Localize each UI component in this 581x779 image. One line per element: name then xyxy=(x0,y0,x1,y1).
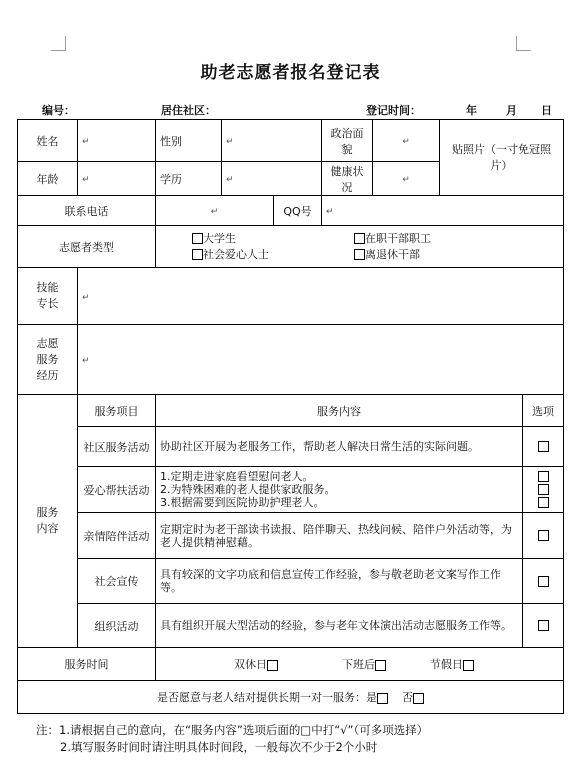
political-label: 政治面貌 xyxy=(322,120,373,162)
service-option xyxy=(523,513,564,559)
photo-label: 贴照片（一寸免冠照片） xyxy=(452,142,552,172)
checkbox[interactable] xyxy=(538,441,549,452)
age-field[interactable]: ↵ xyxy=(78,162,156,196)
checkbox[interactable] xyxy=(463,660,474,671)
checkbox[interactable] xyxy=(192,233,203,244)
checkbox[interactable] xyxy=(375,660,386,671)
phone-label: 联系电话 xyxy=(18,196,156,226)
service-content-line: 3.根据需要到医院协助护理老人。 xyxy=(160,496,325,509)
skills-field[interactable]: ↵ xyxy=(78,268,564,325)
month-label: 月 xyxy=(506,104,517,117)
service-time-label: 服务时间 xyxy=(18,648,156,681)
pairing-row xyxy=(18,681,564,714)
time-option-label: 下班后 xyxy=(342,658,375,671)
gender-label: 性别 xyxy=(156,120,222,162)
checkbox[interactable] xyxy=(354,249,365,260)
time-option-after-work[interactable] xyxy=(342,656,430,672)
pairing-yes-checkbox[interactable] xyxy=(377,693,388,704)
service-content-list xyxy=(156,467,523,513)
pairing-no-checkbox[interactable] xyxy=(413,693,424,704)
service-content-line: 2.为特殊困难的老人提供家政服务。 xyxy=(160,483,336,496)
experience-label-text: 志愿服务经历 xyxy=(36,336,59,382)
checkbox[interactable] xyxy=(354,233,365,244)
type-option-caring[interactable] xyxy=(192,247,354,263)
health-label: 健康状况 xyxy=(322,162,373,196)
qq-field[interactable]: ↵ xyxy=(322,196,564,226)
service-item: 组织活动 xyxy=(78,604,156,648)
health-field[interactable]: ↵ xyxy=(373,162,440,196)
service-option xyxy=(523,467,564,513)
type-option-student[interactable] xyxy=(192,231,354,247)
pairing-question: 是否愿意与老人结对提供长期一对一服务： xyxy=(157,691,366,704)
service-item: 社区服务活动 xyxy=(78,427,156,467)
checkbox[interactable] xyxy=(538,497,549,508)
type-option-retired[interactable] xyxy=(354,247,420,263)
service-content-label-text: 服务内容 xyxy=(36,506,59,535)
note-line-2: 2.填写服务时间时请注明具体时间段，一般每次不少于2个小时 xyxy=(60,740,378,754)
day-label: 日 xyxy=(541,104,552,117)
year-label: 年 xyxy=(466,104,477,117)
service-item: 社会宣传 xyxy=(78,559,156,604)
experience-field[interactable]: ↵ xyxy=(78,325,564,395)
pairing-no-label: 否 xyxy=(402,691,413,704)
education-label: 学历 xyxy=(156,162,222,196)
note-line-1: 注：1.请根据自己的意向，在“服务内容”选项后面的□中打“√”（可多项选择） xyxy=(36,723,429,737)
volunteer-type-options xyxy=(156,226,564,268)
service-option xyxy=(523,559,564,604)
service-time-options xyxy=(156,648,564,681)
service-content: 具有较深的文字功底和信息宣传工作经验，参与敬老助老文案写作工作等。 xyxy=(156,559,523,604)
service-content: 具有组织开展大型活动的经验，参与老年文体演出活动志愿服务工作等。 xyxy=(156,604,523,648)
education-field[interactable]: ↵ xyxy=(222,162,322,196)
col-header-content: 服务内容 xyxy=(156,395,523,427)
checkbox[interactable] xyxy=(538,530,549,541)
crop-mark-left xyxy=(51,36,66,51)
form-title: 助老志愿者报名登记表 xyxy=(200,63,381,83)
political-field[interactable]: ↵ xyxy=(373,120,440,162)
skills-label xyxy=(18,268,78,325)
registration-table xyxy=(17,119,564,714)
skills-label-text: 技能专长 xyxy=(36,281,59,310)
col-header-item: 服务项目 xyxy=(78,395,156,427)
name-field[interactable]: ↵ xyxy=(78,120,156,162)
crop-mark-right xyxy=(516,36,531,51)
service-item: 爱心帮扶活动 xyxy=(78,467,156,513)
service-option xyxy=(523,604,564,648)
name-label: 姓名 xyxy=(18,120,78,162)
community-label: 居住社区： xyxy=(161,104,216,117)
checkbox[interactable] xyxy=(538,576,549,587)
experience-label xyxy=(18,325,78,395)
checkbox[interactable] xyxy=(538,471,549,482)
checkbox[interactable] xyxy=(538,484,549,495)
checkbox[interactable] xyxy=(192,249,203,260)
type-option-label: 离退休干部 xyxy=(365,247,420,261)
number-label: 编号： xyxy=(42,104,75,117)
time-option-holiday[interactable] xyxy=(430,656,474,672)
type-option-label: 在职干部职工 xyxy=(365,231,431,245)
type-option-label: 大学生 xyxy=(203,231,236,245)
time-option-weekend[interactable] xyxy=(234,656,342,672)
col-header-option: 选项 xyxy=(523,395,564,427)
service-item: 亲情陪伴活动 xyxy=(78,513,156,559)
photo-box[interactable] xyxy=(440,120,564,196)
time-option-label: 双休日 xyxy=(234,658,267,671)
service-content: 定期定时为老干部读书读报、陪伴聊天、热线问候、陪伴户外活动等，为老人提供精神慰藉。 xyxy=(156,513,523,559)
time-option-label: 节假日 xyxy=(430,658,463,671)
phone-field[interactable]: ↵ xyxy=(156,196,274,226)
checkbox[interactable] xyxy=(267,660,278,671)
pairing-yes-label: 是 xyxy=(366,691,377,704)
type-option-label: 社会爱心人士 xyxy=(203,247,269,261)
age-label: 年龄 xyxy=(18,162,78,196)
service-content: 协助社区开展为老服务工作，帮助老人解决日常生活的实际问题。 xyxy=(156,427,523,467)
qq-label: QQ号 xyxy=(274,196,322,226)
volunteer-type-label: 志愿者类型 xyxy=(18,226,156,268)
type-option-employee[interactable] xyxy=(354,231,431,247)
gender-field[interactable]: ↵ xyxy=(222,120,322,162)
checkbox[interactable] xyxy=(538,620,549,631)
service-content-label xyxy=(18,395,78,648)
service-content-line: 1.定期走进家庭看望慰问老人。 xyxy=(160,470,314,483)
service-option xyxy=(523,427,564,467)
date-label: 登记时间： xyxy=(366,104,421,117)
